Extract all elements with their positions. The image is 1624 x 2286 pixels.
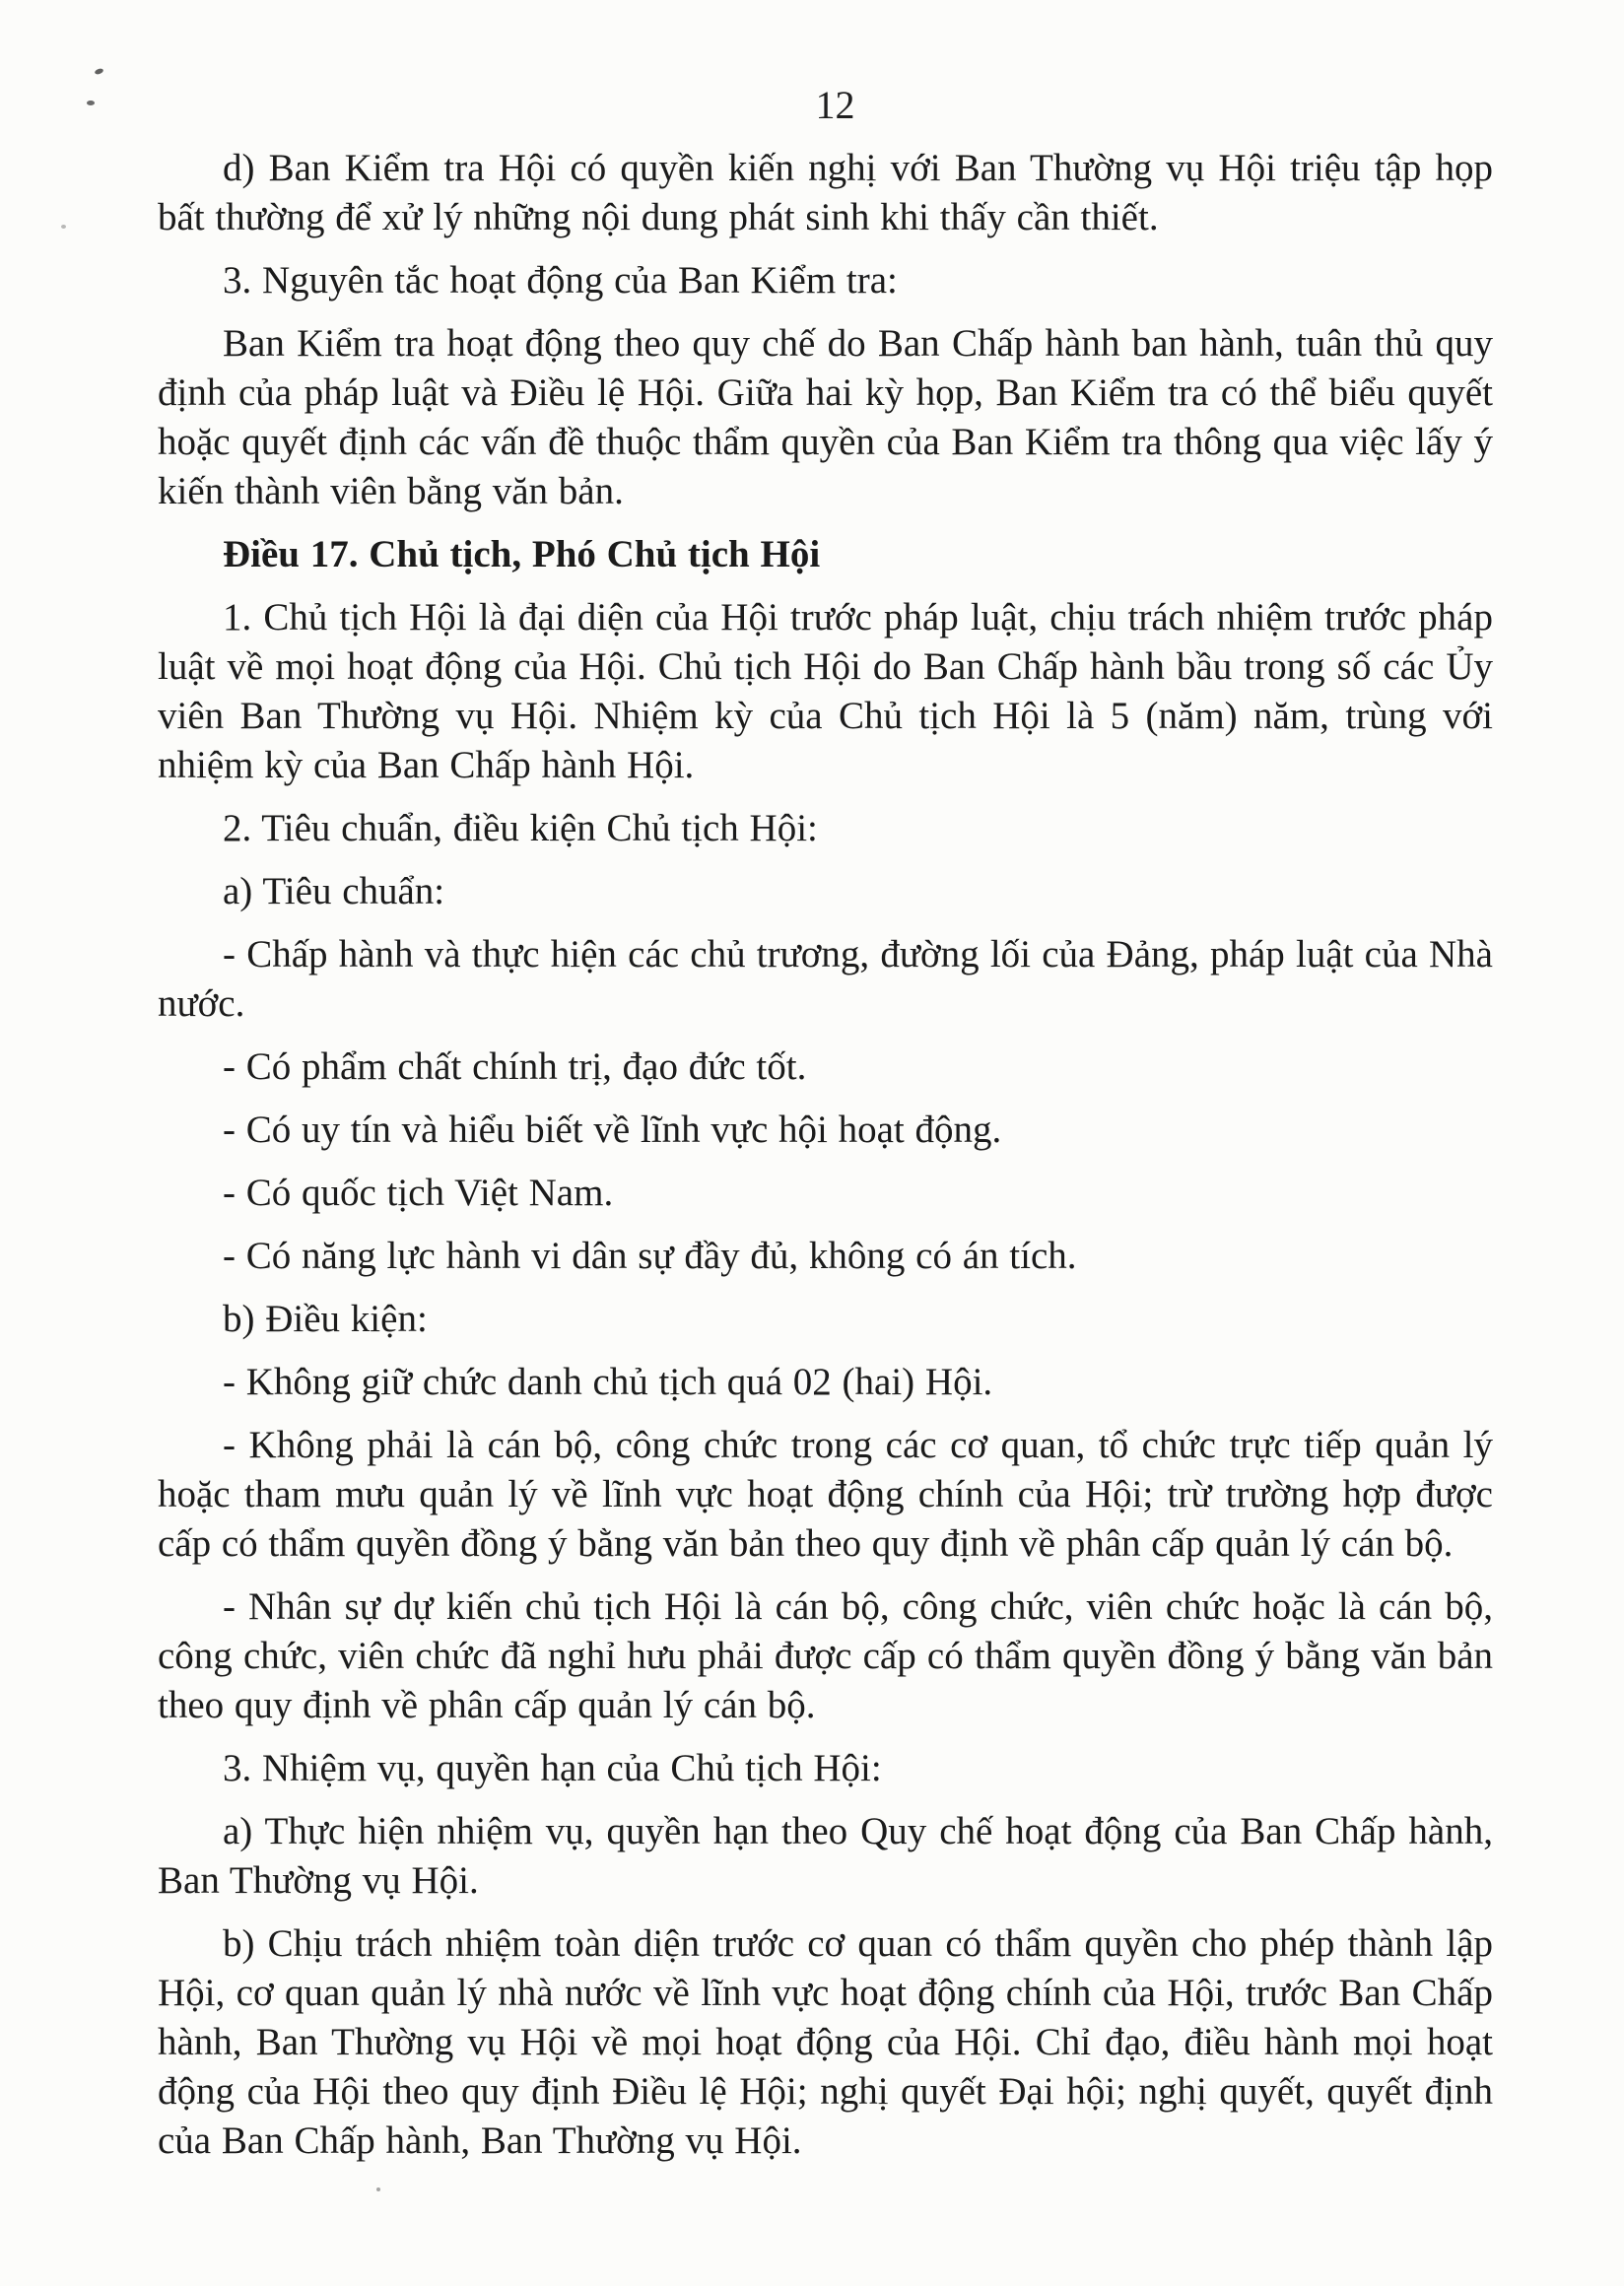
list-item-pham-chat: - Có phẩm chất chính trị, đạo đức tốt. [223,1045,807,1088]
page-number: 12 [815,83,855,127]
list-item-uy-tin: - Có uy tín và hiểu biết về lĩnh vực hội hoạt động. [223,1109,1002,1151]
list-item-nang-luc: - Có năng lực hành vi dân sự đầy đủ, không có án tích. [223,1235,1077,1277]
scan-speck [376,2187,380,2191]
list-item-chap-hanh: - Chấp hành và thực hiện các chủ trương, đường lối của Đảng, pháp luật của Nhà nước. [158,933,1493,1025]
paragraph-1-chu-tich-hoi: 1. Chủ tịch Hội là đại diện của Hội trước pháp luật, chịu trách nhiệm trước pháp luật về mọi hoạt động của Hội. Chủ tịch Hội do Ban Chấp hành bầu trong số các Ủy viên Ban Thường vụ Hội. Nhiệm kỳ của Chủ tịch Hội là 5 (năm) năm, trùng với nhiệm kỳ của Ban Chấp hành Hội. [158,596,1493,786]
paragraph-2-tieu-chuan: 2. Tiêu chuẩn, điều kiện Chủ tịch Hội: [223,807,818,849]
paragraph-3-nhiem-vu: 3. Nhiệm vụ, quyền hạn của Chủ tịch Hội: [223,1747,882,1789]
list-item-quoc-tich: - Có quốc tịch Việt Nam. [223,1172,614,1214]
paragraph-ban-kiem-tra-hoat-dong: Ban Kiểm tra hoạt động theo quy chế do Ban Chấp hành ban hành, tuân thủ quy định của pháp luật và Điều lệ Hội. Giữa hai kỳ họp, Ban Kiểm tra có thể biểu quyết hoặc quyết định các vấn đề thuộc thẩm quyền của Ban Kiểm tra thông qua việc lấy ý kiến thành viên bằng văn bản. [158,322,1493,512]
scan-speck [87,101,95,105]
list-item-khong-phai-can-bo: - Không phải là cán bộ, công chức trong các cơ quan, tổ chức trực tiếp quản lý hoặc tham mưu quản lý về lĩnh vực hoạt động chính của Hội; trừ trường hợp được cấp có thẩm quyền đồng ý bằng văn bản theo quy định về phân cấp quản lý cán bộ. [158,1424,1493,1565]
list-item-nhan-su-du-kien: - Nhân sự dự kiến chủ tịch Hội là cán bộ, công chức, viên chức hoặc là cán bộ, công chức, viên chức đã nghỉ hưu phải được cấp có thẩm quyền đồng ý bằng văn bản theo quy định về phân cấp quản lý cán bộ. [158,1585,1493,1726]
paragraph-b-dieu-kien: b) Điều kiện: [223,1298,428,1340]
article-17-heading: Điều 17. Chủ tịch, Phó Chủ tịch Hội [223,533,821,575]
scan-speck [61,225,66,229]
scan-speck [94,68,103,76]
paragraph-d-ban-kiem-tra: d) Ban Kiểm tra Hội có quyền kiến nghị với Ban Thường vụ Hội triệu tập họp bất thường để xử lý những nội dung phát sinh khi thấy cần thiết. [158,147,1493,238]
paragraph-3-nguyen-tac: 3. Nguyên tắc hoạt động của Ban Kiểm tra: [223,259,898,302]
paragraph-b-chiu-trach-nhiem: b) Chịu trách nhiệm toàn diện trước cơ quan có thẩm quyền cho phép thành lập Hội, cơ quan quản lý nhà nước về lĩnh vực hoạt động chính của Hội, trước Ban Chấp hành, Ban Thường vụ Hội về mọi hoạt động của Hội. Chỉ đạo, điều hành mọi hoạt động của Hội theo quy định Điều lệ Hội; nghị quyết Đại hội; nghị quyết, quyết định của Ban Chấp hành, Ban Thường vụ Hội. [158,1922,1493,2162]
paragraph-a-thuc-hien: a) Thực hiện nhiệm vụ, quyền hạn theo Quy chế hoạt động của Ban Chấp hành, Ban Thường vụ Hội. [158,1810,1493,1902]
list-item-khong-giu-chuc-danh: - Không giữ chức danh chủ tịch quá 02 (hai) Hội. [223,1361,993,1403]
paragraph-a-tieu-chuan: a) Tiêu chuẩn: [223,870,445,912]
document-body [158,144,1493,2180]
